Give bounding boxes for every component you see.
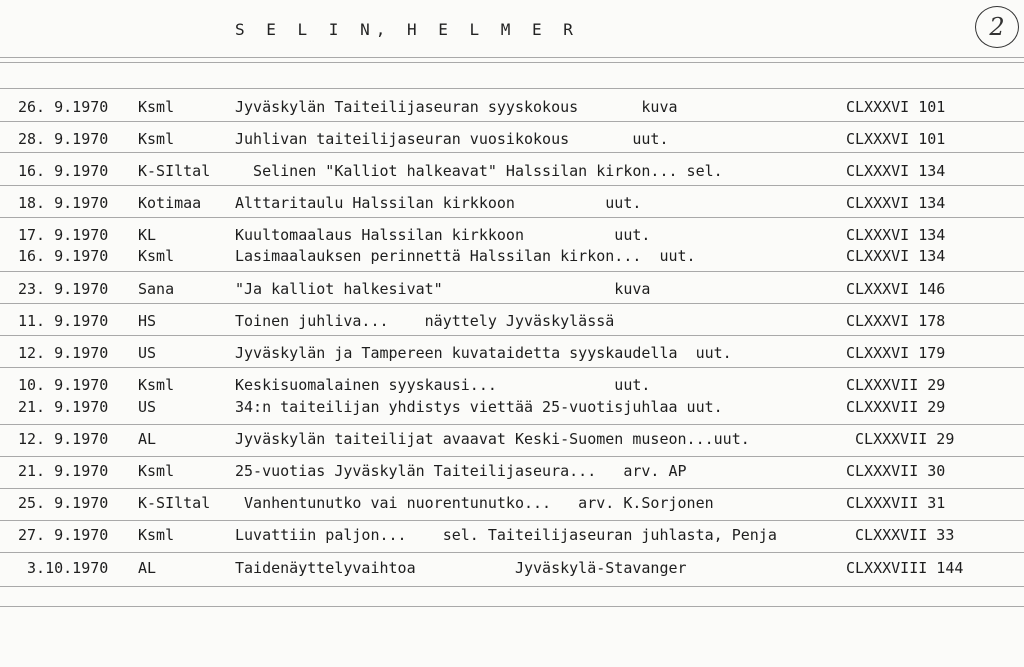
entry-source: AL (138, 430, 157, 448)
entry-ref: CLXXXVII 31 (846, 494, 946, 512)
entry-row (0, 280, 1024, 300)
rule-line (0, 57, 1024, 58)
entry-row (0, 398, 1024, 418)
rule-line (0, 62, 1024, 63)
entry-ref: CLXXXVI 101 (846, 130, 946, 148)
entry-source: Ksml (138, 130, 175, 148)
entry-row (0, 226, 1024, 246)
entry-source: K-SIltal (138, 162, 211, 180)
entry-row (0, 430, 1024, 450)
entry-row (0, 526, 1024, 546)
entry-title: Alttaritaulu Halssilan kirkkoon uut. (235, 194, 642, 212)
entry-source: HS (138, 312, 157, 330)
entry-row (0, 98, 1024, 118)
entry-title: Luvattiin paljon... sel. Taiteilijaseuran juhlasta, Penja (235, 526, 777, 544)
entry-title: 34:n taiteilijan yhdistys viettää 25-vuotisjuhlaa uut. (235, 398, 723, 416)
entry-date: 21. 9.1970 (18, 398, 109, 416)
entry-title: Selinen "Kalliot halkeavat" Halssilan kirkon... sel. (235, 162, 723, 180)
entry-date: 23. 9.1970 (18, 280, 109, 298)
entry-date: 26. 9.1970 (18, 98, 109, 116)
entry-ref: CLXXXVII 29 (846, 398, 946, 416)
entry-ref: CLXXXVI 146 (846, 280, 946, 298)
rule-line (0, 520, 1024, 521)
entry-row (0, 376, 1024, 396)
rule-line (0, 424, 1024, 425)
entry-row (0, 162, 1024, 182)
entry-title: Juhlivan taiteilijaseuran vuosikokous uut. (235, 130, 669, 148)
entry-title: Toinen juhliva... näyttely Jyväskylässä (235, 312, 615, 330)
rule-line (0, 456, 1024, 457)
entry-ref: CLXXXVI 134 (846, 247, 946, 265)
entry-source: Ksml (138, 98, 175, 116)
entry-title: "Ja kalliot halkesivat" kuva (235, 280, 651, 298)
rule-line (0, 335, 1024, 336)
rule-line (0, 488, 1024, 489)
entry-date: 12. 9.1970 (18, 344, 109, 362)
entry-ref: CLXXXVII 30 (846, 462, 946, 480)
entry-date: 28. 9.1970 (18, 130, 109, 148)
entry-date: 16. 9.1970 (18, 247, 109, 265)
entry-date: 27. 9.1970 (18, 526, 109, 544)
rule-line (0, 185, 1024, 186)
entry-title: Jyväskylän ja Tampereen kuvataidetta syyskaudella uut. (235, 344, 732, 362)
entry-ref: CLXXXVI 179 (846, 344, 946, 362)
entry-source: AL (138, 559, 157, 577)
entry-source: Ksml (138, 526, 175, 544)
entry-ref: CLXXXVII 33 (846, 526, 955, 544)
entry-row (0, 494, 1024, 514)
entry-ref: CLXXXVI 134 (846, 162, 946, 180)
entry-source: Kotimaa (138, 194, 202, 212)
rule-line (0, 88, 1024, 89)
entry-source: US (138, 398, 157, 416)
entry-title: Keskisuomalainen syyskausi... uut. (235, 376, 651, 394)
entry-ref: CLXXXVI 101 (846, 98, 946, 116)
entry-title: Jyväskylän taiteilijat avaavat Keski-Suomen museon...uut. (235, 430, 750, 448)
entry-source: K-SIltal (138, 494, 211, 512)
entry-source: US (138, 344, 157, 362)
entry-row (0, 247, 1024, 267)
entry-ref: CLXXXVI 134 (846, 194, 946, 212)
entry-date: 25. 9.1970 (18, 494, 109, 512)
rule-line (0, 152, 1024, 153)
entry-title: Jyväskylän Taiteilijaseuran syyskokous kuva (235, 98, 678, 116)
entry-row (0, 462, 1024, 482)
rule-line (0, 586, 1024, 587)
entry-title: Vanhentunutko vai nuorentunutko... arv. K.Sorjonen (235, 494, 714, 512)
rule-line (0, 271, 1024, 272)
entry-date: 3.10.1970 (18, 559, 109, 577)
entry-date: 17. 9.1970 (18, 226, 109, 244)
entry-date: 12. 9.1970 (18, 430, 109, 448)
entry-row (0, 312, 1024, 332)
entry-title: Kuultomaalaus Halssilan kirkkoon uut. (235, 226, 651, 244)
entry-ref: CLXXXVIII 144 (846, 559, 964, 577)
entry-source: Ksml (138, 376, 175, 394)
entry-source: Ksml (138, 462, 175, 480)
rule-line (0, 367, 1024, 368)
rule-line (0, 303, 1024, 304)
entry-row (0, 130, 1024, 150)
entry-date: 21. 9.1970 (18, 462, 109, 480)
entry-source: KL (138, 226, 157, 244)
entry-date: 10. 9.1970 (18, 376, 109, 394)
entry-row (0, 559, 1024, 579)
entry-date: 18. 9.1970 (18, 194, 109, 212)
entry-row (0, 194, 1024, 214)
rule-line (0, 606, 1024, 607)
entry-date: 11. 9.1970 (18, 312, 109, 330)
card-number-circle: 2 (975, 6, 1019, 48)
entry-ref: CLXXXVI 134 (846, 226, 946, 244)
rule-line (0, 121, 1024, 122)
entry-date: 16. 9.1970 (18, 162, 109, 180)
entry-source: Ksml (138, 247, 175, 265)
entry-title: 25-vuotias Jyväskylän Taiteilijaseura... arv. AP (235, 462, 687, 480)
entry-row (0, 344, 1024, 364)
entry-ref: CLXXXVII 29 (846, 430, 955, 448)
entry-ref: CLXXXVI 178 (846, 312, 946, 330)
entry-ref: CLXXXVII 29 (846, 376, 946, 394)
rule-line (0, 217, 1024, 218)
entry-title: Taidenäyttelyvaihtoa Jyväskylä-Stavanger (235, 559, 687, 577)
rule-line (0, 552, 1024, 553)
entry-title: Lasimaalauksen perinnettä Halssilan kirkon... uut. (235, 247, 696, 265)
card-header-name: S E L I N, H E L M E R (235, 20, 579, 39)
entry-source: Sana (138, 280, 175, 298)
